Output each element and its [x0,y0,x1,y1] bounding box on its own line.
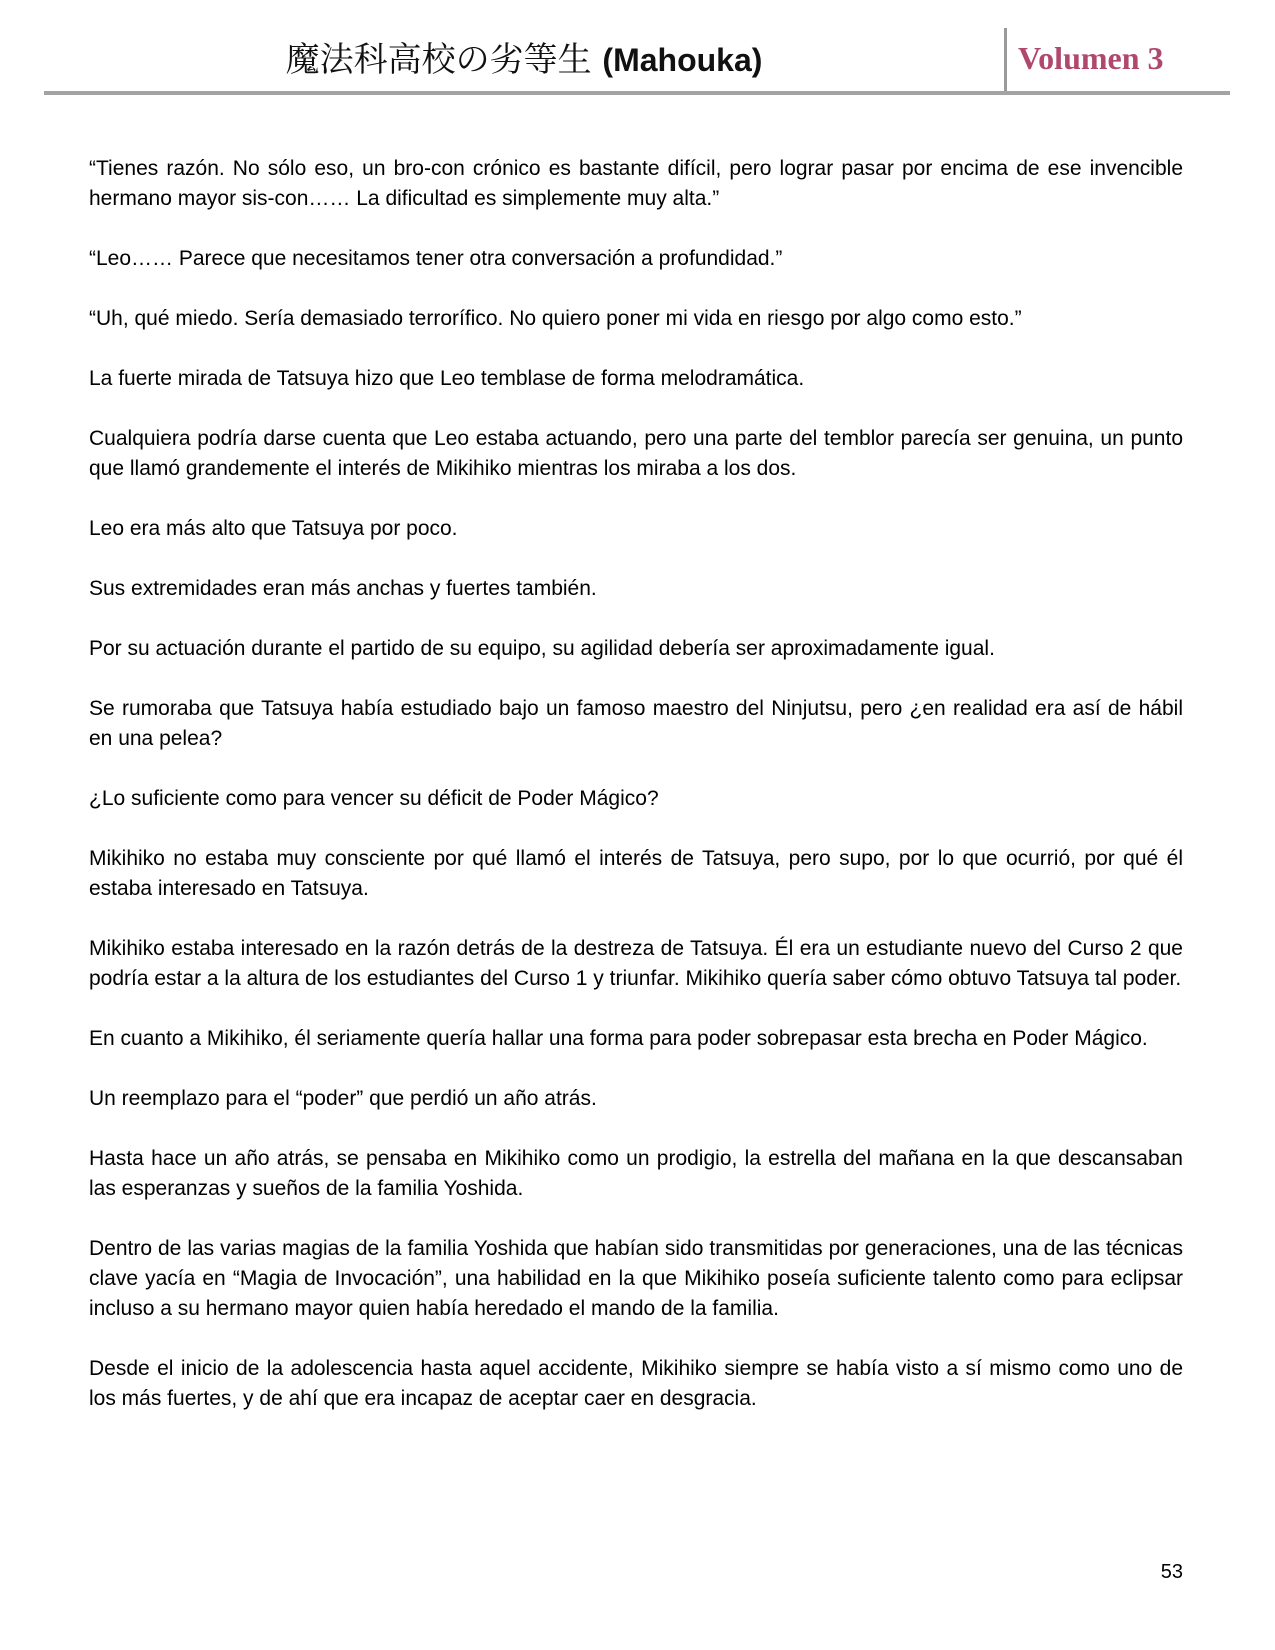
page-number: 53 [1160,1561,1183,1583]
header-rule [44,91,1230,95]
paragraph: ¿Lo suficiente como para vencer su déficit de Poder Mágico? [89,787,659,810]
page-header [44,28,1230,94]
paragraph: Un reemplazo para el “poder” que perdió un año atrás. [89,1087,597,1110]
paragraph: En cuanto a Mikihiko, él seriamente quería hallar una forma para poder sobrepasar esta brecha en Poder Mágico. [89,1027,1148,1050]
paragraph: Desde el inicio de la adolescencia hasta aquel accidente, Mikihiko siempre se había visto a sí mismo como uno de los más fuertes, y de ahí que era incapaz de aceptar caer en desgracia. [89,1357,1183,1410]
book-title-latin: (Mahouka) [602,42,763,78]
header-divider [1004,28,1007,92]
paragraph: Dentro de las varias magias de la familia Yoshida que habían sido transmitidas por generaciones, una de las técnicas clave yacía en “Magia de Invocación”, una habilidad en la que Mikihiko poseía suficiente talento como para eclipsar incluso a su hermano mayor quien había heredado el mando de la familia. [89,1237,1183,1320]
paragraph: Mikihiko no estaba muy consciente por qué llamó el interés de Tatsuya, pero supo, por lo que ocurrió, por qué él estaba interesado en Tatsuya. [89,847,1183,900]
paragraph: Sus extremidades eran más anchas y fuertes también. [89,577,597,600]
paragraph: Leo era más alto que Tatsuya por poco. [89,517,458,540]
paragraph: “Uh, qué miedo. Sería demasiado terrorífico. No quiero poner mi vida en riesgo por algo como esto.” [89,307,1022,330]
book-title-japanese: 魔法科高校の劣等生 [285,40,592,80]
paragraph: Hasta hace un año atrás, se pensaba en Mikihiko como un prodigio, la estrella del mañana en la que descansaban las esperanzas y sueños de la familia Yoshida. [89,1147,1183,1200]
paragraph: “Tienes razón. No sólo eso, un bro-con crónico es bastante difícil, pero lograr pasar por encima de ese invencible hermano mayor sis-con…… La dificultad es simplemente muy alta.” [89,157,1183,210]
paragraph: Se rumoraba que Tatsuya había estudiado bajo un famoso maestro del Ninjutsu, pero ¿en realidad era así de hábil en una pelea? [89,697,1183,750]
book-title [44,38,1004,82]
page-body [89,154,1183,1444]
volume-label: Volumen 3 [1018,40,1164,76]
paragraph: Por su actuación durante el partido de su equipo, su agilidad debería ser aproximadamente igual. [89,637,995,660]
paragraph: “Leo…… Parece que necesitamos tener otra conversación a profundidad.” [89,247,783,270]
paragraph: Mikihiko estaba interesado en la razón detrás de la destreza de Tatsuya. Él era un estudiante nuevo del Curso 2 que podría estar a la altura de los estudiantes del Curso 1 y triunfar. Mikihiko quería saber cómo obtuvo Tatsuya tal poder. [89,937,1183,990]
paragraph: Cualquiera podría darse cuenta que Leo estaba actuando, pero una parte del temblor parecía ser genuina, un punto que llamó grandemente el interés de Mikihiko mientras los miraba a los dos. [89,427,1183,480]
paragraph: La fuerte mirada de Tatsuya hizo que Leo temblase de forma melodramática. [89,367,805,390]
